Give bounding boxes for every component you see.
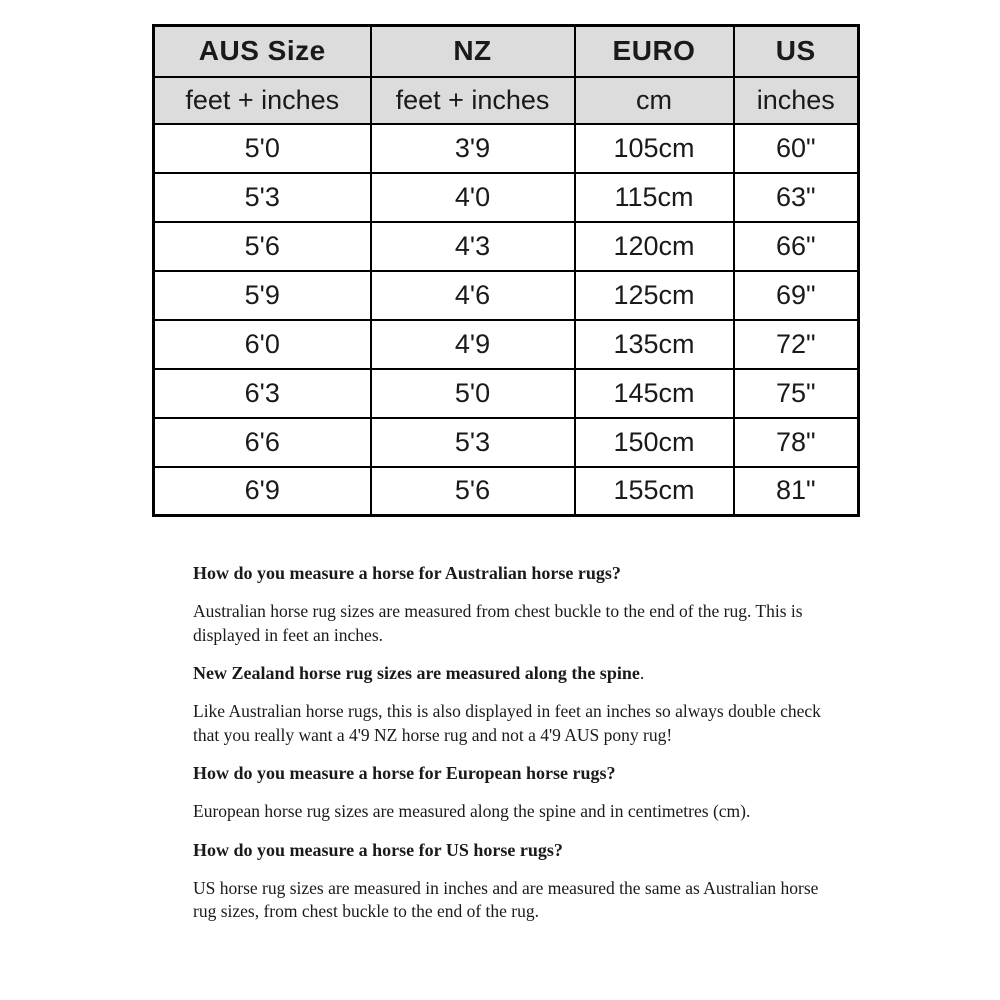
table-row: [154, 222, 859, 271]
cell-aus: 5'9: [154, 271, 371, 320]
table-row: [154, 271, 859, 320]
cell-aus: 6'3: [154, 369, 371, 418]
cell-nz: 4'9: [371, 320, 575, 369]
unit-label-euro: cm: [575, 77, 734, 124]
section-body: US horse rug sizes are measured in inches and are measured the same as Australian horse rug sizes, from chest buckle to the end of the rug.: [193, 877, 819, 921]
cell-aus: 5'0: [154, 124, 371, 173]
section-heading: [193, 762, 838, 785]
cell-aus: 5'3: [154, 173, 371, 222]
cell-nz: 4'0: [371, 173, 575, 222]
cell-us: 69": [734, 271, 859, 320]
cell-us: 63": [734, 173, 859, 222]
cell-aus: 6'6: [154, 418, 371, 467]
unit-label-us: inches: [734, 77, 859, 124]
info-section-australian: [193, 562, 838, 647]
cell-nz: 3'9: [371, 124, 575, 173]
cell-euro: 150cm: [575, 418, 734, 467]
cell-euro: 125cm: [575, 271, 734, 320]
cell-nz: 4'6: [371, 271, 575, 320]
section-heading: [193, 562, 838, 585]
cell-nz: 4'3: [371, 222, 575, 271]
measurement-info: [193, 562, 838, 939]
cell-aus: 6'0: [154, 320, 371, 369]
table-row: [154, 418, 859, 467]
table-row: [154, 320, 859, 369]
cell-nz: 5'3: [371, 418, 575, 467]
column-header-euro: EURO: [575, 26, 734, 77]
section-body: European horse rug sizes are measured along the spine and in centimetres (cm).: [193, 801, 751, 821]
column-header-us: US: [734, 26, 859, 77]
cell-euro: 105cm: [575, 124, 734, 173]
heading-text: How do you measure a horse for Australian horse rugs?: [193, 563, 621, 583]
table-row: [154, 124, 859, 173]
size-conversion-table: [152, 24, 860, 517]
table-row: [154, 467, 859, 516]
heading-text: How do you measure a horse for US horse rugs?: [193, 839, 563, 860]
cell-us: 81": [734, 467, 859, 516]
info-section-european: [193, 762, 838, 824]
section-heading: [193, 662, 838, 685]
column-header-nz: NZ: [371, 26, 575, 77]
table-header-row: [154, 26, 859, 77]
cell-aus: 5'6: [154, 222, 371, 271]
heading-text: How do you measure a horse for European horse rugs?: [193, 763, 616, 783]
cell-us: 75": [734, 369, 859, 418]
cell-us: 60": [734, 124, 859, 173]
heading-text: New Zealand horse rug sizes are measured along the spine: [193, 663, 640, 683]
cell-euro: 155cm: [575, 467, 734, 516]
cell-us: 72": [734, 320, 859, 369]
unit-label-nz: feet + inches: [371, 77, 575, 124]
cell-euro: 145cm: [575, 369, 734, 418]
cell-euro: 115cm: [575, 173, 734, 222]
table-row: [154, 369, 859, 418]
table-row: [154, 173, 859, 222]
cell-euro: 120cm: [575, 222, 734, 271]
section-body: Like Australian horse rugs, this is also displayed in feet an inches so always double check that you really want a 4'9 NZ horse rug and not a 4'9 AUS pony rug!: [193, 701, 821, 745]
section-body: Australian horse rug sizes are measured from chest buckle to the end of the rug. This is displayed in feet an inches.: [193, 601, 803, 645]
cell-euro: 135cm: [575, 320, 734, 369]
cell-nz: 5'6: [371, 467, 575, 516]
unit-label-aus: feet + inches: [154, 77, 371, 124]
cell-aus: 6'9: [154, 467, 371, 516]
heading-suffix: .: [639, 663, 645, 683]
column-header-aus: AUS Size: [154, 26, 371, 77]
cell-us: 78": [734, 418, 859, 467]
cell-us: 66": [734, 222, 859, 271]
cell-nz: 5'0: [371, 369, 575, 418]
info-section-new-zealand: [193, 662, 838, 747]
table-subheader-row: [154, 77, 859, 124]
info-section-us: [193, 839, 838, 924]
section-heading: [193, 839, 838, 862]
